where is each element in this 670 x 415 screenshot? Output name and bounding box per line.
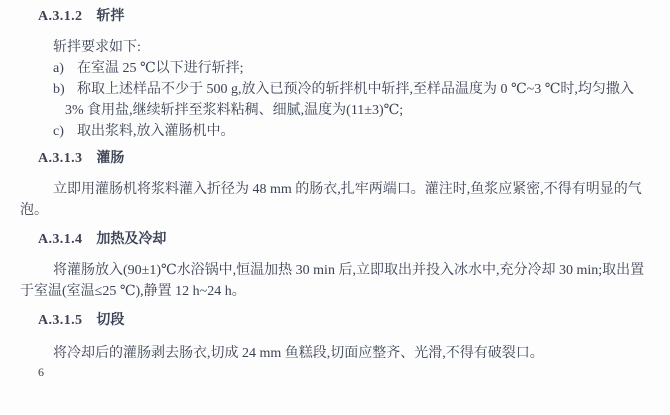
list-item-text: 称取上述样品不少于 500 g,放入已预冷的斩拌机中斩拌,至样品温度为 0 ℃~3 ℃时,均匀撒入 3% 食用盐,继续斩拌至浆料粘稠、细腻,温度为(11±3)℃; xyxy=(65,82,634,118)
list-item xyxy=(53,121,656,142)
clause-number: A.3.1.3 xyxy=(38,151,83,166)
section-body xyxy=(20,37,656,142)
clause-title: 切段 xyxy=(96,313,125,328)
clause-number: A.3.1.4 xyxy=(38,232,83,247)
section-body xyxy=(20,179,656,221)
section-heading xyxy=(38,150,670,168)
list-marker: c) xyxy=(53,124,64,139)
list-item xyxy=(53,79,656,121)
list-marker: a) xyxy=(53,61,64,76)
clause-title: 斩拌 xyxy=(96,9,125,24)
section-cutting xyxy=(0,312,670,364)
paragraph: 将冷却后的灌肠剥去肠衣,切成 24 mm 鱼糕段,切面应整齐、光滑,不得有破裂口。 xyxy=(53,346,544,361)
list-marker: b) xyxy=(53,82,65,97)
clause-number: A.3.1.5 xyxy=(38,313,83,328)
list-intro: 斩拌要求如下: xyxy=(53,40,141,55)
list-item-text: 取出浆料,放入灌肠机中。 xyxy=(77,124,235,139)
section-body xyxy=(20,260,656,302)
lettered-list xyxy=(53,58,656,142)
page-number: 6 xyxy=(38,365,44,379)
paragraph: 立即用灌肠机将浆料灌入折径为 48 mm 的肠衣,扎牢两端口。灌注时,鱼浆应紧密,不得有明显的气泡。 xyxy=(20,182,642,218)
clause-title: 加热及冷却 xyxy=(96,232,167,247)
section-heating-cooling xyxy=(0,231,670,302)
section-heading xyxy=(38,8,670,26)
section-body xyxy=(20,343,656,364)
clause-title: 灌肠 xyxy=(96,151,125,166)
list-item-text: 在室温 25 ℃以下进行斩拌; xyxy=(77,61,244,76)
clause-number: A.3.1.2 xyxy=(38,9,83,24)
list-item xyxy=(53,58,656,79)
section-sausage-filling xyxy=(0,150,670,221)
section-heading xyxy=(38,312,670,330)
section-heading xyxy=(38,231,670,249)
section-chopping xyxy=(0,8,670,142)
paragraph: 将灌肠放入(90±1)℃水浴锅中,恒温加热 30 min 后,立即取出并投入冰水中,充分冷却 30 min;取出置于室温(室温≤25 ℃),静置 12 h~24 h。 xyxy=(20,263,645,299)
